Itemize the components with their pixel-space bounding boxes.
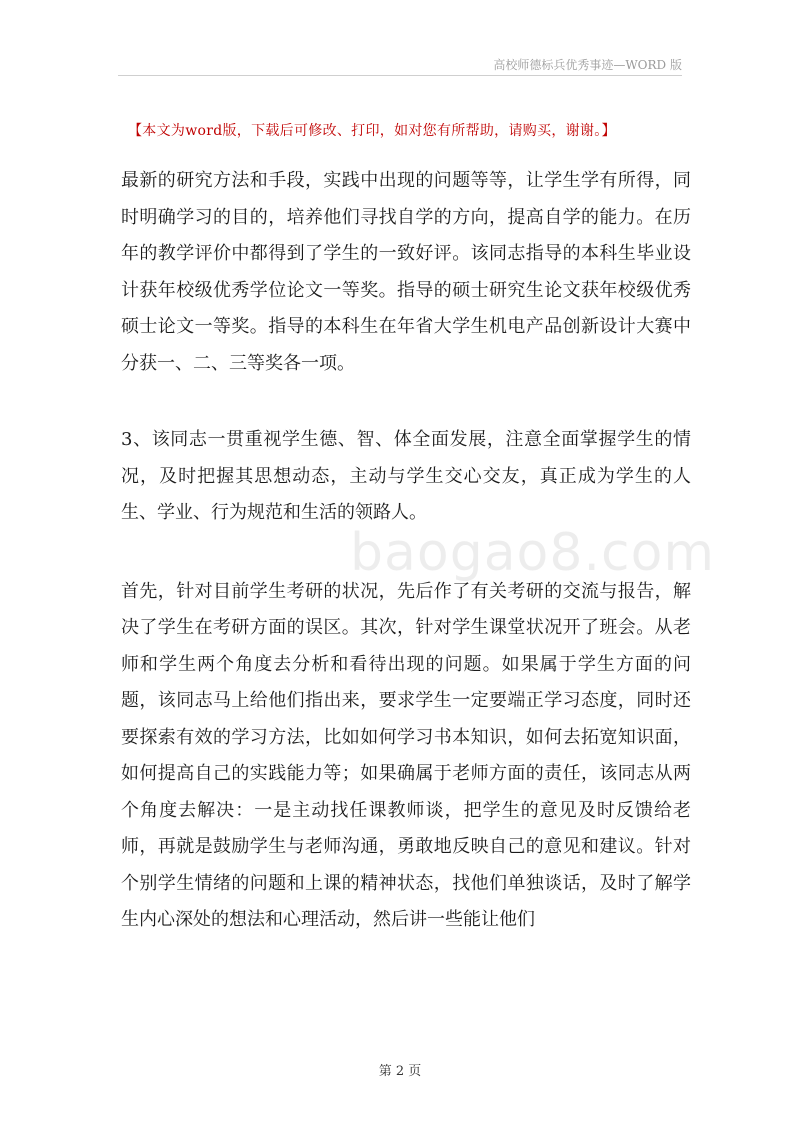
paragraph-1: 最新的研究方法和手段，实践中出现的问题等等，让学生学有所得，同时明确学习的目的，培养他们寻找自学的方向，提高自学的能力。在历年的教学评价中都得到了学生的一致好评。该同志指导的本科生毕业设计获年校级优秀学位论文一等奖。指导的硕士研究生论文获年校级优秀硕士论文一等奖。指导的本科生在年省大学生机电产品创新设计大赛中分获一、二、三等奖各一项。 xyxy=(121,170,691,374)
paragraph-2: 3、该同志一贯重视学生德、智、体全面发展，注意全面掌握学生的情况，及时把握其思想动态，主动与学生交心交友，真正成为学生的人生、学业、行为规范和生活的领路人。 xyxy=(121,429,691,523)
page-number: 第 2 页 xyxy=(378,1064,422,1079)
header-divider xyxy=(118,75,682,76)
download-notice: 【本文为word版，下载后可修改、打印，如对您有所帮助，请购买，谢谢。】 xyxy=(128,123,616,139)
running-header: 高校师德标兵优秀事迹—WORD 版 xyxy=(493,58,682,72)
paragraph-3: 首先，针对目前学生考研的状况，先后作了有关考研的交流与报告，解决了学生在考研方面的误区。其次，针对学生课堂状况开了班会。从老师和学生两个角度去分析和看待出现的问题。如果属于学生方面的问题，该同志马上给他们指出来，要求学生一定要端正学习态度，同时还要探索有效的学习方法，比如如何学习书本知识，如何去拓宽知识面，如何提高自己的实践能力等；如果确属于老师方面的责任，该同志从两个角度去解决：一是主动找任课教师谈，把学生的意见及时反馈给老师，再就是鼓励学生与老师沟通，勇敢地反映自己的意见和建议。针对个别学生情绪的问题和上课的精神状态，找他们单独谈话，及时了解学生内心深处的想法和心理活动，然后讲一些能让他们 xyxy=(121,580,691,930)
paragraph-spacer xyxy=(121,532,691,574)
watermark: baogao8.com xyxy=(350,523,716,583)
document-body xyxy=(121,163,691,939)
paragraph-spacer xyxy=(121,382,691,422)
